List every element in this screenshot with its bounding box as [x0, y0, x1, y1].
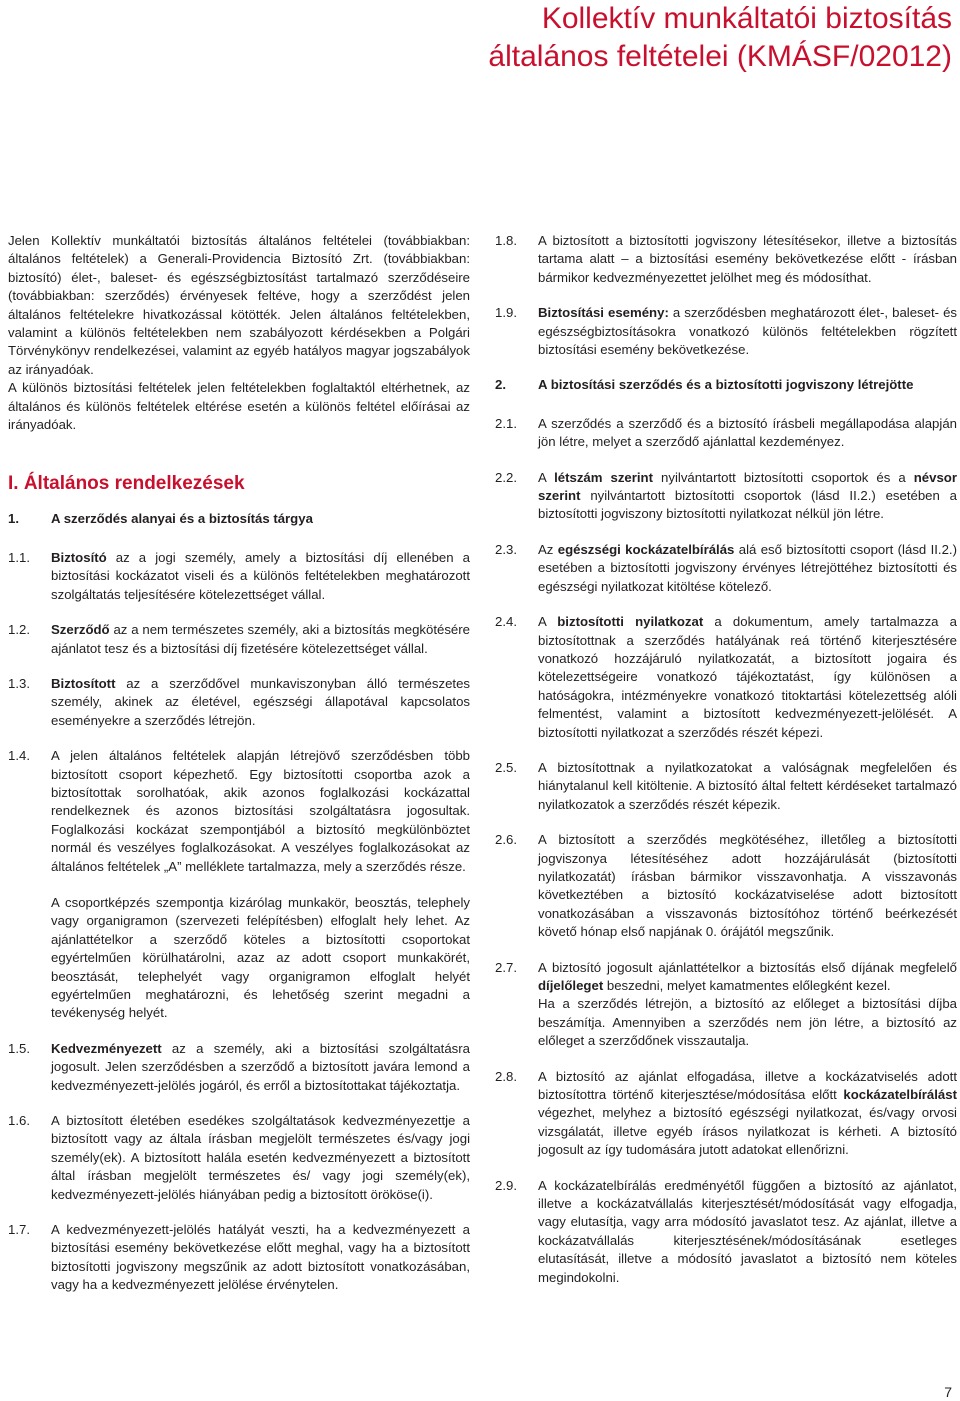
- clause-number: 1.2.: [8, 622, 30, 638]
- clause-1-6: [8, 1112, 470, 1204]
- clause-text: A szerződés a szerződő és a biztosító írásbeli megállapodása alapján jön létre, melyet a szerződő ajánlattal kezdeményez.: [538, 415, 957, 450]
- clause-2-9: [495, 1177, 957, 1287]
- clause-text: az a jogi személy, amely a biztosítási díj ellenében a biztosítási kockázatot viseli és a különös feltételekben meghatározott szolgáltatás teljesítésére kötelezettséget vállal.: [51, 549, 470, 602]
- clause-text-2: Ha a szerződés létrejön, a biztosító az előleget a biztosítási díjba beszámítja. Amennyiben a szerződés nem jön létre, a biztosító az előleget a szerződőnek visszautalja.: [538, 996, 957, 1049]
- clause-term: kockázatelbírálást: [843, 1087, 957, 1103]
- clause-number: 1.6.: [8, 1113, 30, 1129]
- subsection-heading-1: [8, 510, 470, 528]
- clause-text: A kedvezményezett-jelölés hatályát veszti, ha a kedvezményezett a biztosítási esemény bekövetkezése előtt meghal, vagy ha a biztosított biztosítotti jogviszony megszűnik az adott biztosított vonatkozásában, vagy ha a kedvezményezett jelölése érvénytelen.: [51, 1222, 470, 1293]
- right-column: [495, 232, 957, 1304]
- clause-number: 1.4.: [8, 748, 30, 764]
- clause-1-3: [8, 675, 470, 730]
- clause-term: Kedvezményezett: [51, 1040, 162, 1056]
- clause-number: 2.9.: [495, 1177, 517, 1193]
- clause-term: Biztosítási esemény:: [538, 305, 669, 321]
- clause-text: beszedni, melyet kamatmentes előlegként kezel.: [603, 978, 891, 993]
- clause-term: Biztosító: [51, 549, 107, 565]
- clause-1-1: [8, 549, 470, 604]
- clause-1-8: [495, 232, 957, 287]
- clause-number: 1.8.: [495, 233, 517, 248]
- clause-term: biztosítotti nyilatkozat: [557, 614, 704, 630]
- clause-1-7: [8, 1221, 470, 1295]
- clause-2-8: [495, 1068, 957, 1160]
- clause-text: alá eső biztosítotti csoport (lásd II.2.) esetében a biztosítotti jogviszony érvényes létrejöttéhez biztosítotti és egészségi nyilatkozat kitöltése kötelező.: [538, 541, 957, 594]
- clause-text: A biztosított a biztosítotti jogviszony létesítésekor, illetve a biztosítás tartama alatt – a biztosítási esemény bekövetkezése előtt - írásban bármikor kedvezményezettet jelölhet meg és módosíthat.: [538, 233, 957, 285]
- clause-text: nyilvántartott biztosítotti csoportok és a: [653, 469, 914, 485]
- clause-text: a szerződésben meghatározott élet-, baleset- és egészségbiztosításokra vonatkozó különös feltételekben rögzített biztosítási esemény bekövetkezése.: [538, 305, 957, 358]
- clause-term: névsor szerint: [538, 469, 957, 504]
- clause-number: 1.7.: [8, 1222, 30, 1238]
- clause-text: A biztosítottnak a nyilatkozatokat a valóságnak megfelelően és hiánytalanul kell kitöltenie. A biztosító által feltett kérdéseket tartalmazó nyilatkozatok a szerződés részét képezik.: [538, 759, 957, 812]
- clause-text: A: [538, 614, 558, 630]
- subsection-title: A biztosítási szerződés és a biztosítotti jogviszony létrejötte: [538, 377, 914, 393]
- clause-text: A biztosító jogosult ajánlattételkor a biztosítás első díjának megfelelő: [538, 959, 957, 975]
- subsection-number: 1.: [8, 511, 19, 527]
- clause-text: a dokumentum, amely tartalmazza a biztosítottnak a szerződés hatályának reá történő kiterjesztésére vonatkozó hozzájáruló nyilatkozatát, a biztosított jogaira és kötelezettségeire vonatkozó tájékoztatást, így különösen a hatóságokra, intézményekre vonatkozó titoktartási kötelezettség alóli felmentést, valamint a biztosított kedvezményezett-jelölését. A biztosítotti nyilatkozat a szerződés részét képezi.: [538, 614, 958, 740]
- clause-2-5: [495, 759, 957, 814]
- clause-text: A kockázatelbírálás eredményétől függően a biztosító az ajánlatot, illetve a kockázatvállalás kiterjesztését/módosítását vagy elfogadja, vagy elutasítja, vagy arra módosító javaslatot tesz. Az ajánlat, illetve a kockázatvállalás kiterjesztésének/módosításának esetleges elutasítását, illetve a módosító javaslatot a biztosító nem köteles megindokolni.: [538, 1177, 957, 1285]
- clause-text: az a személy, aki a biztosítási szolgáltatásra jogosult. Jelen szerződésben a szerződő a biztosított javára lemond a kedvezményezett-jelölés jogáról, és erről a biztosítottakat tájékoztatja.: [51, 1040, 470, 1093]
- clause-number: 1.9.: [495, 305, 517, 321]
- clause-2-2: [495, 469, 957, 524]
- clause-text-2: A csoportképzés szempontja kizárólag munkakör, beosztás, telephely vagy organigramon (szervezeti felépítésben) elfoglalt hely lehet. Az ajánlattételkor a szerződő köteles a biztosítotti csoportokat egyértelműen körülhatárolni, azaz az adott csoport munkakörét, beosztását, telephelyét vagy organigramon elfoglalt helyét egyértelműen meghatározni, és lehetőség szerint megadni a tevékenység helyét.: [51, 894, 470, 1021]
- title-line-1: Kollektív munkáltatói biztosítás: [541, 2, 952, 35]
- subsection-heading-2: [495, 376, 957, 394]
- subsection-number: 2.: [495, 377, 506, 393]
- clause-text: A biztosító az ajánlat elfogadása, illetve a kockázatviselés adott biztosítottra történő kiterjesztése/módosítása előtt: [538, 1068, 957, 1103]
- clause-term: Szerződő: [51, 622, 110, 638]
- clause-2-4: [495, 613, 957, 742]
- clause-term: díjelőleget: [538, 978, 604, 993]
- clause-term: Biztosított: [51, 675, 116, 691]
- clause-text: végezhet, melyhez a biztosító egészségi nyilatkozat, és/vagy orvosi vizsgálatát, illetve egyéb írásos nyilatkozat is kérheti. A biztosító jogosult az így tudomására jutott adatokat ellenőrizni.: [538, 1105, 957, 1158]
- clause-number: 1.3.: [8, 675, 30, 691]
- clause-number: 2.2.: [495, 469, 517, 485]
- clause-2-1: [495, 415, 957, 452]
- clause-number: 2.5.: [495, 759, 517, 775]
- subsection-title: A szerződés alanyai és a biztosítás tárgya: [51, 511, 313, 527]
- clause-text: A biztosított életében esedékes szolgáltatások kedvezményezettje a biztosított vagy az általa írásban megjelölt természetes és/vagy jogi személy(ek). A biztosított halála esetén kedvezményezett a biztosított által írásban megjelölt természetes és/ vagy jogi személy(ek), kedvezményezett-jelölés hiányában pedig a biztosított örököse(i).: [51, 1113, 470, 1202]
- clause-text: A: [538, 469, 555, 485]
- clause-1-4: [8, 747, 470, 1023]
- clause-number: 2.1.: [495, 415, 517, 431]
- document-title: [252, 0, 952, 76]
- section-heading: I. Általános rendelkezések: [8, 473, 245, 495]
- clause-number: 2.3.: [495, 541, 517, 557]
- clause-text: nyilvántartott biztosítotti csoportok (lásd II.2.) esetében a biztosítotti jogviszony biztosítotti nyilatkozat nélkül jön létre.: [538, 488, 957, 522]
- clause-number: 2.8.: [495, 1068, 517, 1084]
- clause-2-7: [495, 959, 957, 1051]
- clause-text: az a nem természetes személy, aki a biztosítás megkötésére ajánlatot tesz és a biztosítási díj fizetésére kötelezettséget vállal.: [51, 622, 470, 656]
- clause-number: 1.1.: [8, 549, 30, 565]
- clause-text: A jelen általános feltételek alapján létrejövő szerződésben több biztosított csoport képezhető. Egy biztosítotti csoportba azok a biztosítottak sorolhatóak, akik azonos foglalkozási kockázattal rendelkeznek és azonos biztosítási szolgáltatásra jogosultak. Foglalkozási kockázat szempontjából a biztosító megkülönböztet normál és veszélyes foglalkozásokat. A veszélyes foglalkozásokat az általános feltételek „A” melléklete tartalmazza, mely a szerződés része.: [51, 748, 470, 874]
- clause-1-2: [8, 621, 470, 658]
- clause-2-3: [495, 541, 957, 596]
- clause-number: 1.5.: [8, 1040, 30, 1056]
- clause-2-6: [495, 831, 957, 941]
- clause-term: létszám szerint: [554, 469, 654, 485]
- clause-1-9: [495, 304, 957, 359]
- clause-text: Az: [538, 541, 558, 557]
- clause-term: egészségi kockázatelbírálás: [557, 541, 735, 557]
- clause-number: 2.6.: [495, 832, 517, 848]
- title-line-2: általános feltételei (KMÁSF/02012): [488, 40, 952, 73]
- page-number: 7: [944, 1384, 952, 1400]
- left-column: [8, 232, 470, 1312]
- intro-paragraph-2: A különös biztosítási feltételek jelen feltételekben foglaltaktól eltérhetnek, az általános és különös feltételek eltérése esetén a különös feltétel előírásai az irányadóak.: [8, 380, 470, 433]
- clause-1-5: [8, 1040, 470, 1095]
- clause-text: az a szerződővel munkaviszonyban álló természetes személy, akinek az életével, egészségi állapotával kapcsolatos eseményekre a szerződés létrejön.: [51, 675, 470, 728]
- clause-number: 2.4.: [495, 614, 517, 630]
- intro-paragraph: Jelen Kollektív munkáltatói biztosítás általános feltételei (továbbiakban: általános feltételek) a Generali-Providencia Biztosító Zrt. (továbbiakban: biztosító) élet-, baleset- és egészségbiztosítást tartalmazó szerződéseire (továbbiakban: szerződés) érvényesek feltéve, hogy a szerződést jelen általános feltételekre hivatkozással kötötték. Jelen általános feltételekben, valamint a különös feltételekben nem szabályozott kérdésekben a Polgári Törvénykönyv rendelkezései, valamint az egyéb hatályos magyar jogszabályok az irányadóak.: [8, 233, 470, 377]
- clause-number: 2.7.: [495, 959, 517, 975]
- clause-text: A biztosított a szerződés megkötéséhez, illetőleg a biztosítotti jogviszonya létesítéséhez adott hozzájárulását (biztosítotti nyilatkozatát) írásban bármikor visszavonhatja. A visszavonás következtében a biztosító kockázatviselése adott biztosított vonatkozásában a visszavonás biztosítóhoz történő beérkezését követő hónap első napjának 0. órájától megszűnik.: [538, 832, 957, 940]
